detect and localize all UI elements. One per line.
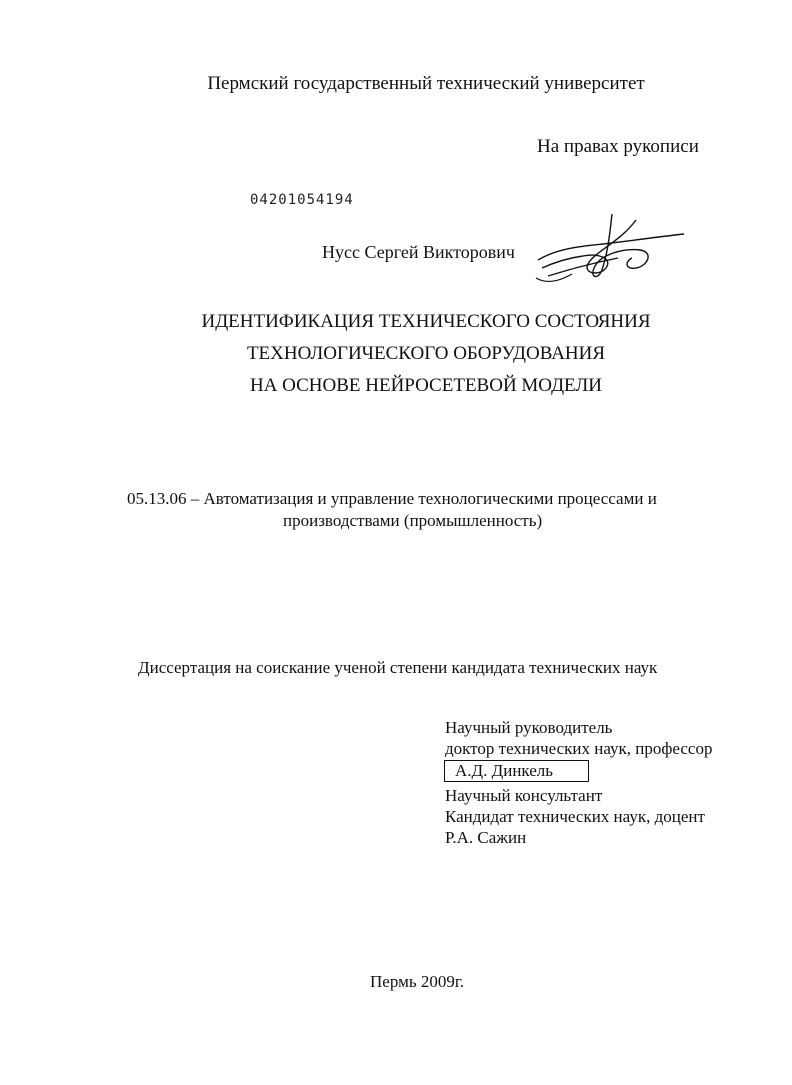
advisor-name: А.Д. Динкель bbox=[455, 761, 554, 780]
specialty-line-1: 05.13.06 – Автоматизация и управление технологическими процессами и bbox=[127, 489, 657, 508]
registration-number: 04201054194 bbox=[250, 192, 354, 208]
city-year: Пермь 2009г. bbox=[370, 972, 465, 991]
advisor-title: доктор технических наук, профессор bbox=[445, 739, 713, 758]
consultant-label: Научный консультант bbox=[445, 786, 603, 805]
author-name: Нусс Сергей Викторович bbox=[322, 242, 515, 262]
degree-statement: Диссертация на соискание ученой степени кандидата технических наук bbox=[138, 658, 658, 677]
university-name: Пермский государственный технический университет bbox=[207, 73, 645, 94]
thesis-title-line-2: ТЕХНОЛОГИЧЕСКОГО ОБОРУДОВАНИЯ bbox=[246, 343, 606, 364]
advisor-label: Научный руководитель bbox=[445, 718, 613, 737]
thesis-title-line-1: ИДЕНТИФИКАЦИЯ ТЕХНИЧЕСКОГО СОСТОЯНИЯ bbox=[201, 311, 651, 332]
consultant-title: Кандидат технических наук, доцент bbox=[445, 807, 705, 826]
thesis-title-line-3: НА ОСНОВЕ НЕЙРОСЕТЕВОЙ МОДЕЛИ bbox=[249, 375, 603, 396]
author-signature bbox=[528, 208, 688, 288]
manuscript-note: На правах рукописи bbox=[537, 136, 699, 157]
consultant-name: Р.А. Сажин bbox=[445, 828, 527, 847]
specialty-line-2: производствами (промышленность) bbox=[283, 511, 543, 530]
